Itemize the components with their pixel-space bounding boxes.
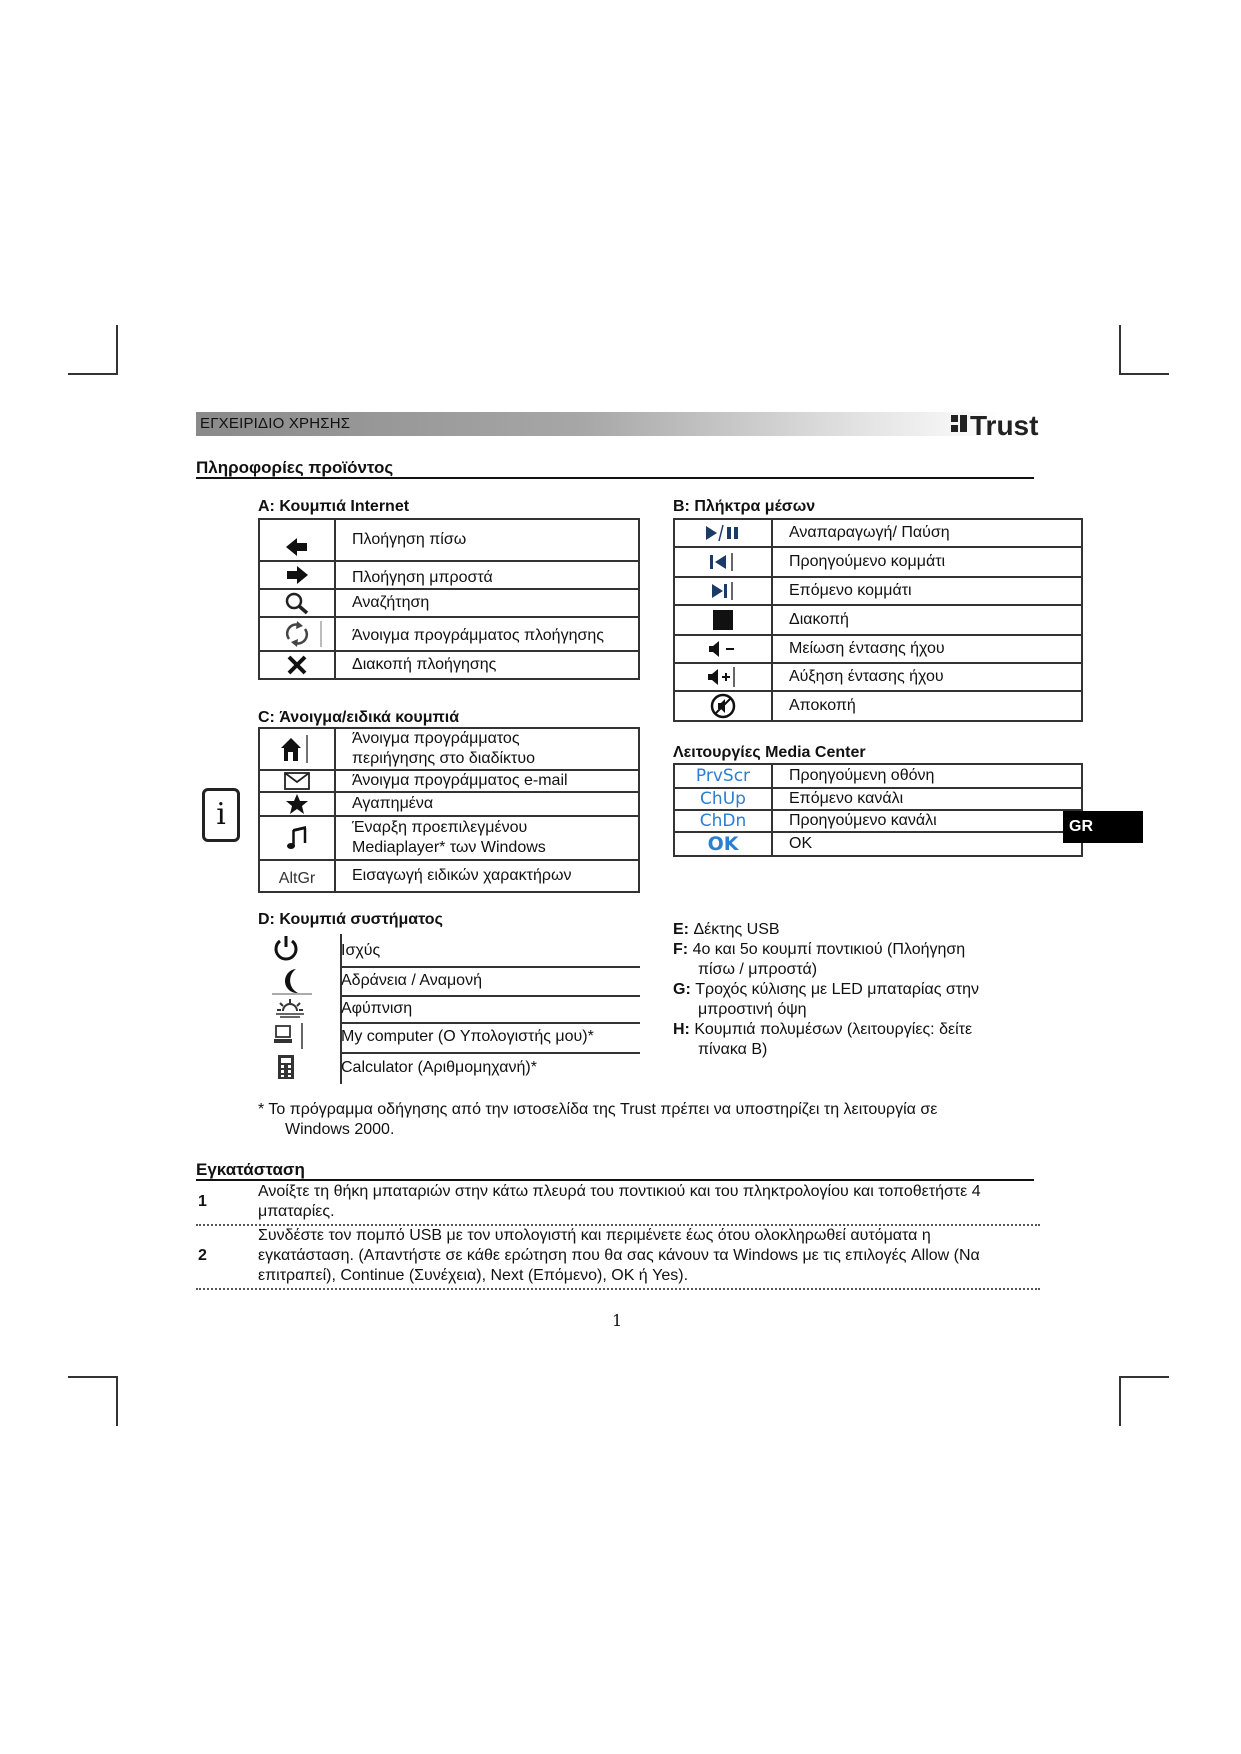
language-tab-gr: GR bbox=[1063, 811, 1143, 843]
my-computer-key bbox=[262, 1022, 640, 1052]
table-row-label: Αναπαραγωγή/ Παύση bbox=[772, 519, 1082, 547]
table-row-label: Μείωση έντασης ήχου bbox=[772, 635, 1082, 663]
star-icon bbox=[285, 793, 309, 815]
system-key-label: Ισχύς bbox=[341, 942, 381, 959]
heading-rule bbox=[196, 477, 1034, 479]
media-player-key bbox=[259, 816, 335, 860]
trust-logo bbox=[950, 409, 1060, 441]
feature-text: Δέκτης USB bbox=[693, 921, 780, 938]
back-key bbox=[259, 519, 335, 561]
step-text: Ανοίξτε τη θήκη μπαταριών στην κάτω πλευρά του ποντικιού και του πληκτρολογίου και τοποθετήστε 4 bbox=[258, 1183, 981, 1200]
arrow-left-icon bbox=[285, 536, 309, 558]
table-row-label: Προηγούμενο κομμάτι bbox=[772, 547, 1082, 577]
browser-key bbox=[259, 617, 335, 651]
row-label-line-2: περιήγησης στο διαδίκτυο bbox=[352, 750, 536, 767]
calculator-icon bbox=[276, 1054, 296, 1080]
feature-text: 4ο και 5ο κουμπί ποντικιού (Πλοήγηση bbox=[692, 941, 966, 958]
section-b-title: B: Πλήκτρα μέσων bbox=[673, 498, 816, 515]
section-d-title: D: Κουμπιά συστήματος bbox=[258, 911, 443, 928]
chdn-key: ChDn bbox=[674, 810, 772, 832]
ok-key: OK bbox=[674, 832, 772, 856]
computer-icon bbox=[272, 1022, 312, 1050]
power-icon bbox=[272, 934, 300, 962]
table-row-label: Αγαπημένα bbox=[335, 792, 639, 816]
table-row-label: OK bbox=[772, 832, 1082, 856]
stop-browsing-key bbox=[259, 651, 335, 679]
table-row-label: Διακοπή πλοήγησης bbox=[335, 651, 639, 679]
feature-key: H: bbox=[673, 1021, 690, 1038]
table-row-label: Εισαγωγή ειδικών χαρακτήρων bbox=[335, 860, 639, 892]
feature-key: F: bbox=[673, 941, 689, 958]
table-row-label: Αύξηση έντασης ήχου bbox=[772, 663, 1082, 691]
feature-text-cont: πίνακα B) bbox=[698, 1041, 768, 1058]
special-keys-table bbox=[258, 727, 640, 893]
sleep-key bbox=[262, 966, 640, 996]
x-icon bbox=[286, 654, 308, 676]
power-key bbox=[262, 934, 640, 964]
play-pause-icon bbox=[703, 523, 743, 543]
calculator-key bbox=[262, 1054, 640, 1084]
email-key bbox=[259, 770, 335, 792]
note-line-1: * Το πρόγραμμα οδήγησης από την ιστοσελίδα της Trust πρέπει να υποστηρίζει τη λειτουργία σε bbox=[258, 1101, 938, 1118]
next-track-key bbox=[674, 577, 772, 605]
step-number: 1 bbox=[198, 1193, 207, 1210]
installation-heading: Εγκατάσταση bbox=[196, 1160, 305, 1179]
table-row-label: Προηγούμενη οθόνη bbox=[772, 764, 1082, 788]
system-key-label: Αφύπνιση bbox=[341, 1000, 413, 1017]
installation-steps bbox=[196, 1182, 1040, 1290]
product-info-heading: Πληροφορίες προϊόντος bbox=[196, 458, 394, 477]
installation-rule bbox=[196, 1179, 1034, 1181]
feature-key: E: bbox=[673, 921, 689, 938]
step-number: 2 bbox=[198, 1247, 207, 1264]
music-note-icon bbox=[286, 825, 308, 851]
table-row-label: Άνοιγμα προγράμματος e-mail bbox=[335, 770, 639, 792]
table-row-label: Αποκοπή bbox=[772, 691, 1082, 721]
table-row-label: Πλοήγηση πίσω bbox=[335, 519, 639, 561]
feature-f bbox=[673, 940, 965, 980]
install-step bbox=[196, 1182, 1040, 1226]
volume-up-icon bbox=[705, 666, 741, 688]
media-center-title: Λειτουργίες Media Center bbox=[673, 744, 866, 761]
feature-text-cont: πίσω / μπροστά) bbox=[698, 961, 818, 978]
prvscr-key: PrvScr bbox=[674, 764, 772, 788]
row-label-line-1: Έναρξη προεπιλεγμένου bbox=[352, 819, 528, 836]
homepage-key bbox=[259, 728, 335, 770]
section-a-title: A: Κουμπιά Internet bbox=[258, 498, 410, 515]
table-row-label bbox=[335, 728, 639, 770]
step-text: Συνδέστε τον πομπό USB με τον υπολογιστή και περιμένετε έως ότου ολοκληρωθεί αυτόματα η bbox=[258, 1227, 931, 1244]
magnifier-icon bbox=[284, 591, 310, 615]
row-label-line-1: Άνοιγμα προγράμματος bbox=[352, 730, 520, 747]
step-text: μπαταρίες. bbox=[258, 1203, 335, 1220]
feature-e bbox=[673, 920, 780, 940]
step-text: επιτραπεί), Continue (Συνέχεια), Next (Επόμενο), OK ή Yes). bbox=[258, 1267, 689, 1284]
table-row-label: Πλοήγηση μπροστά bbox=[335, 561, 639, 589]
arrow-right-icon bbox=[285, 564, 309, 586]
home-icon bbox=[277, 734, 317, 764]
mute-icon bbox=[710, 693, 736, 719]
manual-title: ΕΓΧΕΙΡΙΔΙΟ ΧΡΗΣΗΣ bbox=[200, 415, 351, 432]
install-step bbox=[196, 1226, 1040, 1290]
play-pause-key bbox=[674, 519, 772, 547]
search-key bbox=[259, 589, 335, 617]
feature-text: Κουμπιά πολυμέσων (λειτουργίες: δείτε bbox=[694, 1021, 973, 1038]
forward-key bbox=[259, 561, 335, 589]
page-number: 1 bbox=[612, 1311, 623, 1330]
envelope-icon bbox=[284, 772, 310, 790]
stop-key bbox=[674, 605, 772, 635]
table-row-label: Διακοπή bbox=[772, 605, 1082, 635]
chup-key: ChUp bbox=[674, 788, 772, 810]
table-row-label: Προηγούμενο κανάλι bbox=[772, 810, 1082, 832]
step-text: εγκατάσταση. (Απαντήστε σε κάθε ερώτηση που θα σας κάνουν τα Windows με τις επιλογές Allow (Να bbox=[258, 1247, 980, 1264]
volume-down-key bbox=[674, 635, 772, 663]
moon-icon bbox=[272, 966, 312, 996]
media-center-table bbox=[673, 763, 1083, 857]
table-row-label: Επόμενο κανάλι bbox=[772, 788, 1082, 810]
previous-track-icon bbox=[708, 552, 738, 572]
feature-text-cont: μπροστινή όψη bbox=[698, 1001, 807, 1018]
refresh-icon bbox=[267, 619, 327, 649]
altgr-icon: AltGr bbox=[278, 870, 316, 887]
section-c-title: C: Άνοιγμα/ειδικά κουμπιά bbox=[258, 709, 460, 726]
mute-key bbox=[674, 691, 772, 721]
sunrise-icon bbox=[270, 996, 310, 1020]
system-key-label: My computer (Ο Υπολογιστής μου)* bbox=[341, 1028, 594, 1045]
internet-keys-table bbox=[258, 518, 640, 680]
altgr-key bbox=[259, 860, 335, 892]
media-keys-table bbox=[673, 518, 1083, 722]
prev-track-key bbox=[674, 547, 772, 577]
table-row-label: Αναζήτηση bbox=[335, 589, 639, 617]
next-track-icon bbox=[708, 581, 738, 601]
note-line-2: Windows 2000. bbox=[285, 1121, 395, 1138]
feature-g bbox=[673, 980, 979, 1020]
row-label-line-2: Mediaplayer* των Windows bbox=[352, 839, 546, 856]
table-row-label: Επόμενο κομμάτι bbox=[772, 577, 1082, 605]
table-row-label: Άνοιγμα προγράμματος πλοήγησης bbox=[335, 617, 639, 651]
feature-h bbox=[673, 1020, 972, 1060]
table-row-label bbox=[335, 816, 639, 860]
system-key-label: Calculator (Αριθμομηχανή)* bbox=[341, 1059, 537, 1076]
system-key-label: Αδράνεια / Αναμονή bbox=[341, 972, 482, 989]
stop-icon bbox=[712, 609, 734, 631]
logo-text: Trust bbox=[970, 410, 1039, 441]
info-icon: i bbox=[202, 788, 240, 842]
feature-key: G: bbox=[673, 981, 691, 998]
volume-down-icon bbox=[706, 639, 740, 659]
driver-note bbox=[258, 1100, 937, 1140]
volume-up-key bbox=[674, 663, 772, 691]
favorites-key bbox=[259, 792, 335, 816]
feature-text: Τροχός κύλισης με LED μπαταρίας στην bbox=[695, 981, 979, 998]
